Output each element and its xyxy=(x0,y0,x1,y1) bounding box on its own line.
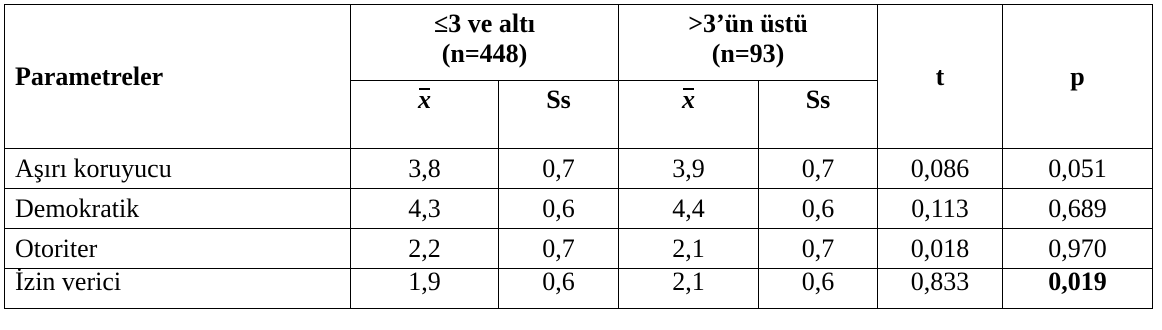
header-p: p xyxy=(1003,5,1153,149)
cell-t: 0,833 xyxy=(878,269,1003,309)
table-row xyxy=(5,229,1153,269)
cell-mean-le3: 1,9 xyxy=(351,269,499,309)
cell-mean-gt3: 2,1 xyxy=(619,229,759,269)
header-group-gt3-label: >3’ün üstü xyxy=(688,9,808,38)
cell-t: 0,018 xyxy=(878,229,1003,269)
cell-sd-gt3: 0,7 xyxy=(759,229,878,269)
cell-parameter: Otoriter xyxy=(5,229,351,269)
header-group-gt3-n: (n=93) xyxy=(711,39,785,68)
cell-p: 0,970 xyxy=(1003,229,1153,269)
header-mean-2 xyxy=(619,81,759,149)
table-row xyxy=(5,149,1153,189)
cell-p: 0,019 xyxy=(1003,269,1153,309)
cell-mean-gt3: 2,1 xyxy=(619,269,759,309)
header-group-le3 xyxy=(351,5,619,81)
cell-sd-le3: 0,7 xyxy=(499,149,619,189)
table-row xyxy=(5,189,1153,229)
cell-mean-gt3: 3,9 xyxy=(619,149,759,189)
cell-p: 0,689 xyxy=(1003,189,1153,229)
cell-sd-le3: 0,6 xyxy=(499,269,619,309)
table-body xyxy=(5,149,1153,309)
header-group-le3-n: (n=448) xyxy=(441,39,528,68)
header-sd-1: Ss xyxy=(499,81,619,149)
cell-sd-gt3: 0,6 xyxy=(759,189,878,229)
mean-symbol: x xyxy=(682,85,695,114)
header-group-le3-label: ≤3 ve altı xyxy=(434,9,535,38)
header-group-gt3 xyxy=(619,5,878,81)
table-row xyxy=(5,269,1153,309)
header-mean-1 xyxy=(351,81,499,149)
cell-mean-gt3: 4,4 xyxy=(619,189,759,229)
cell-mean-le3: 2,2 xyxy=(351,229,499,269)
table-container xyxy=(4,4,1153,309)
cell-p: 0,051 xyxy=(1003,149,1153,189)
cell-parameter: İzin verici xyxy=(5,269,351,309)
cell-sd-le3: 0,6 xyxy=(499,189,619,229)
cell-t: 0,113 xyxy=(878,189,1003,229)
header-sd-2: Ss xyxy=(759,81,878,149)
cell-sd-gt3: 0,7 xyxy=(759,149,878,189)
cell-sd-gt3: 0,6 xyxy=(759,269,878,309)
cell-t: 0,086 xyxy=(878,149,1003,189)
parameters-table xyxy=(4,4,1153,309)
cell-parameter: Aşırı koruyucu xyxy=(5,149,351,189)
header-parametreler: Parametreler xyxy=(5,5,351,149)
mean-symbol: x xyxy=(418,85,431,114)
header-t: t xyxy=(878,5,1003,149)
cell-mean-le3: 3,8 xyxy=(351,149,499,189)
cell-sd-le3: 0,7 xyxy=(499,229,619,269)
cell-parameter: Demokratik xyxy=(5,189,351,229)
cell-mean-le3: 4,3 xyxy=(351,189,499,229)
